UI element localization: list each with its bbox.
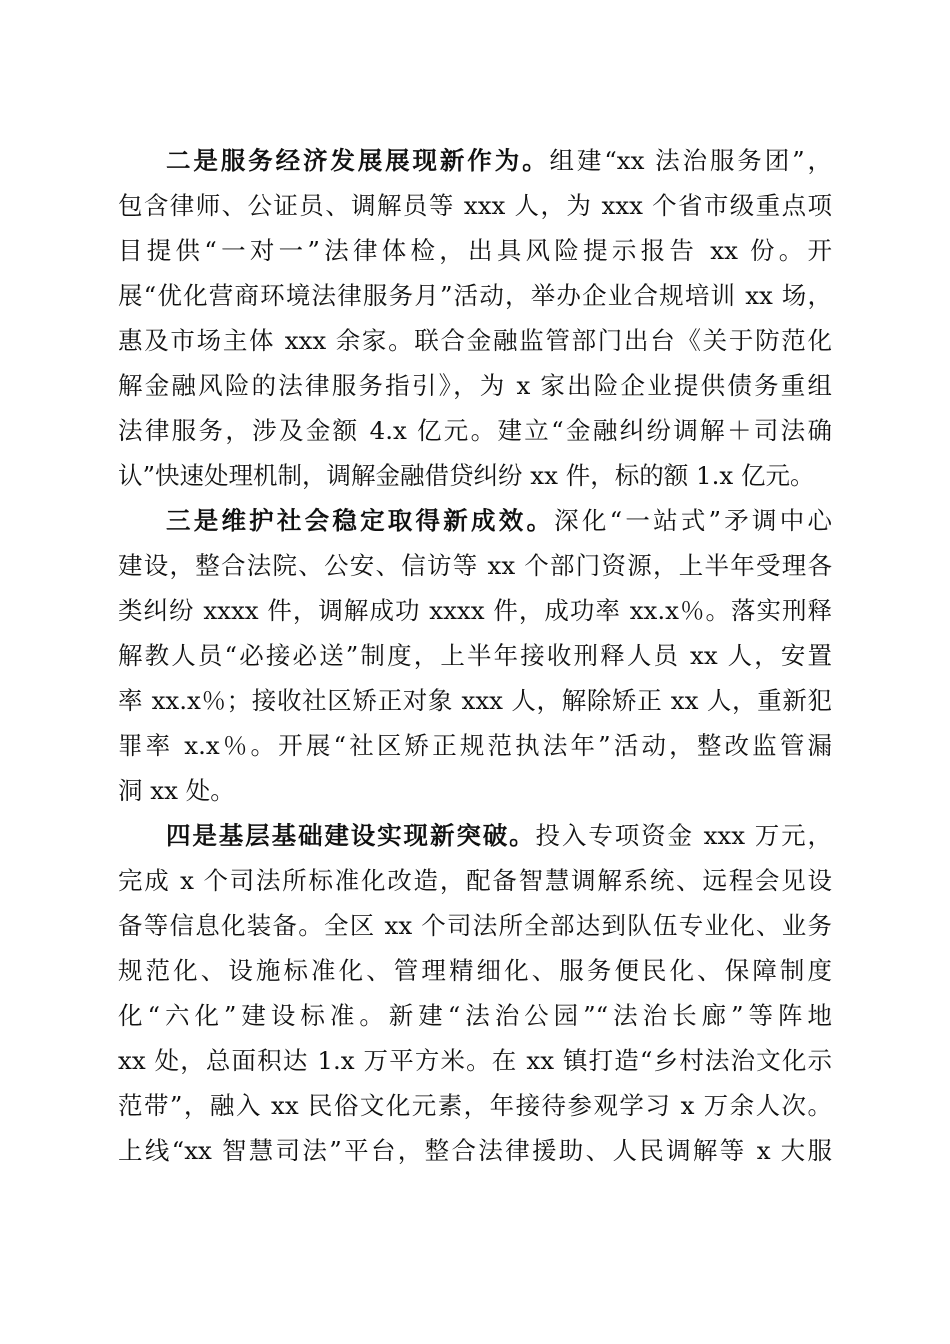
paragraph-line: 展“优化营商环境法律服务月”活动，举办企业合规培训 xx 场，: [118, 281, 832, 310]
paragraph-line: 目提供“一对一”法律体检，出具风险提示报告 xx 份。开: [118, 236, 832, 265]
paragraph-line: 类纠纷 xxxx 件，调解成功 xxxx 件，成功率 xx.x％。落实刑释: [118, 596, 832, 625]
paragraph-text: 组建“xx 法治服务团”，: [549, 146, 832, 175]
paragraph-line: xx 处，总面积达 1.x 万平方米。在 xx 镇打造“乡村法治文化示: [118, 1046, 832, 1075]
paragraph-line: 率 xx.x％；接收社区矫正对象 xxx 人，解除矫正 xx 人，重新犯: [118, 686, 832, 715]
paragraph-line: [166, 814, 832, 858]
paragraph-lead: 四是基层基础建设实现新突破。: [166, 821, 536, 850]
paragraph-line: 建设，整合法院、公安、信访等 xx 个部门资源，上半年受理各: [118, 551, 832, 580]
paragraph-line: 认”快速处理机制，调解金融借贷纠纷 xx 件，标的额 1.x 亿元。: [118, 461, 815, 490]
paragraph-line: 上线“xx 智慧司法”平台，整合法律援助、人民调解等 x 大服: [118, 1136, 832, 1165]
paragraph-line: 范带”，融入 xx 民俗文化元素，年接待参观学习 x 万余人次。: [118, 1091, 832, 1120]
paragraph-lead: 二是服务经济发展展现新作为。: [166, 146, 550, 175]
paragraph-line: 包含律师、公证员、调解员等 xxx 人，为 xxx 个省市级重点项: [118, 191, 832, 220]
paragraph-line: 化“六化”建设标准。新建“法治公园”“法治长廊”等阵地: [118, 1001, 832, 1030]
paragraph-line: 洞 xx 处。: [118, 776, 235, 805]
paragraph-line: [166, 139, 832, 183]
paragraph-line: 法律服务，涉及金额 4.x 亿元。建立“金融纠纷调解＋司法确: [118, 416, 832, 445]
paragraph-line: 罪率 x.x％。开展“社区矫正规范执法年”活动，整改监管漏: [118, 731, 832, 760]
paragraph-line: 备等信息化装备。全区 xx 个司法所全部达到队伍专业化、业务: [118, 911, 832, 940]
paragraph-line: 解教人员“必接必送”制度，上半年接收刑释人员 xx 人，安置: [118, 641, 832, 670]
paragraph-line: 完成 x 个司法所标准化改造，配备智慧调解系统、远程会见设: [118, 866, 832, 895]
paragraph-line: 规范化、设施标准化、管理精细化、服务便民化、保障制度: [118, 956, 832, 985]
paragraph-line: 惠及市场主体 xxx 余家。联合金融监管部门出台《关于防范化: [118, 326, 832, 355]
paragraph-text: 深化“一站式”矛调中心: [554, 506, 832, 535]
paragraph-lead: 三是维护社会稳定取得新成效。: [166, 506, 555, 535]
paragraph-line: [166, 499, 832, 543]
paragraph-line: 解金融风险的法律服务指引》，为 x 家出险企业提供债务重组: [118, 371, 832, 400]
paragraph-text: 投入专项资金 xxx 万元，: [535, 821, 832, 850]
